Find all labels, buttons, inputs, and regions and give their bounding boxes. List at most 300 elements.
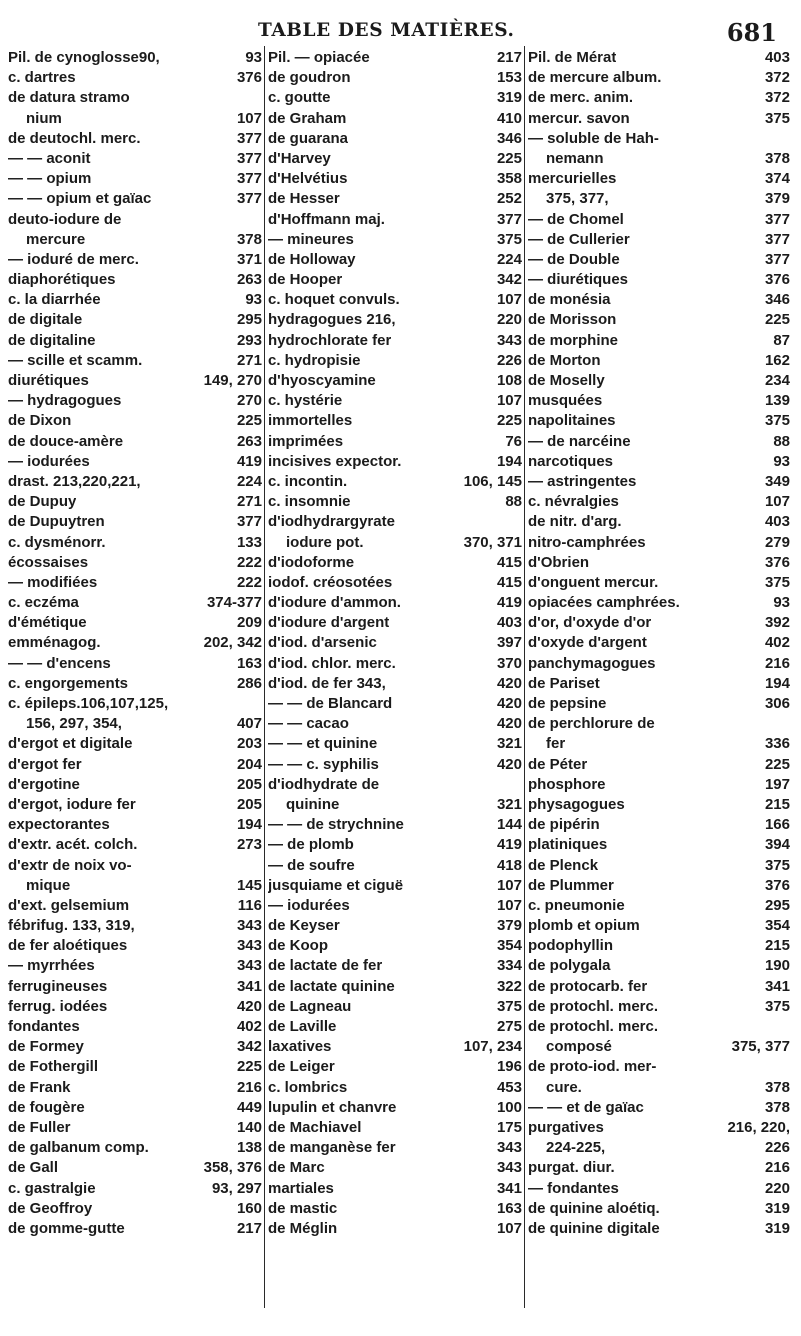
index-entry [8,189,262,209]
entry-page-ref: 376 [236,69,262,87]
index-entry [8,109,262,129]
entry-text: — — et quinine [268,735,378,753]
entry-page-ref: 306 [764,695,790,712]
entry-text: c. engorgements [8,674,129,692]
index-entry [8,553,262,573]
entry-page-ref: 162 [764,351,790,369]
entry-page-ref: 341 [764,977,790,995]
entry-page-ref: 358 [496,170,522,188]
index-entry [268,956,522,976]
entry-text: de protochl. merc. [528,1018,659,1035]
entry-text: nium [26,109,62,127]
entry-text: — iodurées [268,896,350,914]
index-entry [268,936,522,956]
index-entry [268,1219,522,1239]
entry-page-ref: 370 [496,654,522,672]
entry-page-ref: 378 [764,1078,790,1096]
index-entry [8,775,262,795]
entry-text: d'Harvey [268,149,331,167]
entry-text: podophyllin [528,937,613,955]
entry-text: — — et de gaïac [528,1098,644,1116]
entry-page-ref: 216, 220, [727,1118,790,1136]
entry-page-ref: 377 [236,170,262,188]
entry-text: d'iod. de fer 343, [268,674,386,692]
entry-page-ref: 375, 377 [731,1038,790,1056]
entry-page-ref: 376 [764,876,790,894]
entry-page-ref: 403 [764,49,790,66]
index-entry [528,876,790,896]
index-entry [528,129,790,149]
entry-text: fondantes [8,1018,80,1035]
index-entry [528,351,790,371]
index-entry [528,331,790,351]
entry-text: expectorantes [8,816,110,834]
entry-text: lupulin et chanvre [268,1098,397,1116]
entry-text: d'hyoscyamine [268,372,376,389]
entry-text: Pil. de Mérat [528,49,617,66]
index-entry [8,573,262,593]
index-entry [8,1017,262,1037]
index-entry [528,936,790,956]
entry-text: nemann [546,149,604,167]
entry-page-ref: 286 [236,674,262,692]
entry-page-ref: 215 [764,937,790,955]
entry-page-ref: 319 [764,1219,790,1237]
entry-text: de Laville [268,1018,337,1035]
entry-page-ref: 204 [236,755,262,773]
index-entry [8,331,262,351]
index-entry [268,109,522,129]
index-entry [8,916,262,936]
entry-text: d'ext. gelsemium [8,896,130,914]
index-entry [8,432,262,452]
entry-text: mercur. savon [528,109,630,127]
index-entry [528,149,790,169]
entry-text: de Dixon [8,412,72,430]
entry-page-ref: 376 [764,271,790,289]
entry-text: d'iod. d'arsenic [268,634,377,652]
index-entry [528,1098,790,1118]
index-entry [528,553,790,573]
index-entry [268,997,522,1017]
index-entry [8,876,262,896]
index-entry [8,1057,262,1077]
entry-page-ref: 107 [496,876,522,894]
index-entry [8,512,262,532]
index-entry [528,250,790,270]
entry-page-ref: 216 [764,654,790,672]
entry-text: d'émétique [8,614,87,632]
entry-text: drast. 213,220,221, [8,472,141,490]
entry-page-ref: 377 [236,149,262,167]
entry-text: de lactate quinine [268,977,395,995]
index-entry [528,593,790,613]
entry-page-ref: 203 [236,735,262,753]
entry-text: — — de strychnine [268,816,404,834]
entry-page-ref: 343 [236,937,262,955]
entry-text: de deutochl. merc. [8,129,141,147]
index-entry [8,88,262,108]
entry-page-ref: 163 [496,1199,522,1217]
index-entry [268,169,522,189]
entry-text: panchymagogues [528,654,656,672]
index-entry [528,88,790,108]
entry-page-ref: 275 [496,1018,522,1035]
entry-text: — — cacao [268,715,349,733]
entry-page-ref: 194 [236,816,262,834]
entry-text: narcotiques [528,452,614,470]
index-entry [528,654,790,674]
entry-page-ref: 415 [496,553,522,571]
entry-page-ref: 354 [764,917,790,935]
entry-text: de Moselly [528,372,605,389]
entry-text: d'iod. chlor. merc. [268,654,396,672]
entry-text: de Dupuytren [8,513,105,531]
index-entry [8,290,262,310]
entry-text: de monésia [528,291,611,309]
entry-page-ref: 349 [764,472,790,490]
entry-text: de galbanum comp. [8,1139,149,1157]
entry-page-ref: 145 [236,876,262,894]
index-entry [8,734,262,754]
entry-page-ref: 407 [236,715,262,733]
entry-page-ref: 263 [236,271,262,289]
index-entry [8,1098,262,1118]
index-entry [8,795,262,815]
entry-text: de Plenck [528,856,599,874]
index-entry [528,1179,790,1199]
index-entry [268,351,522,371]
entry-page-ref: 370, 371 [463,533,522,551]
index-entry [268,815,522,835]
index-entry [528,1158,790,1178]
index-entry [528,714,790,734]
entry-page-ref: 343 [236,917,262,935]
index-entry [268,896,522,916]
entry-text: de nitr. d'arg. [528,513,622,531]
index-entry [8,411,262,431]
entry-page-ref: 403 [764,513,790,531]
index-entry [268,835,522,855]
entry-page-ref: 375 [496,230,522,248]
entry-page-ref: 252 [496,190,522,208]
index-entry [268,1098,522,1118]
entry-page-ref: 420 [496,695,522,712]
entry-page-ref: 377 [236,190,262,208]
index-entry [268,553,522,573]
entry-text: c. lombrics [268,1078,348,1096]
entry-text: — — d'encens [8,654,111,672]
index-entry [268,149,522,169]
index-entry [8,68,262,88]
index-entry [268,533,522,553]
entry-page-ref: 293 [236,331,262,349]
entry-page-ref: 279 [764,533,790,551]
index-entry [528,230,790,250]
entry-text: — — opium et gaïac [8,190,152,208]
entry-page-ref: 107 [496,392,522,410]
index-entry [268,977,522,997]
entry-text: diaphorétiques [8,271,116,289]
entry-text: — — aconit [8,149,91,167]
index-entry [268,755,522,775]
entry-page-ref: 375 [764,573,790,591]
entry-text: 156, 297, 354, [26,715,122,733]
entry-page-ref: 106, 145 [463,472,522,490]
entry-page-ref: 144 [496,816,522,834]
index-entry [8,129,262,149]
entry-page-ref: 217 [236,1219,262,1237]
index-entry [268,1017,522,1037]
entry-text: de Hesser [268,190,340,208]
index-entry [8,391,262,411]
entry-page-ref: 107 [764,493,790,511]
index-entry [268,613,522,633]
index-entry [268,391,522,411]
page-header [0,20,801,46]
entry-text: de pipérin [528,816,600,834]
index-entry [8,492,262,512]
entry-text: — — de Blancard [268,695,393,712]
index-entry [268,1118,522,1138]
index-entry [268,775,522,795]
entry-page-ref: 234 [764,372,790,389]
entry-text: de mercure album. [528,69,662,87]
entry-text: fer [546,735,566,753]
index-entry [528,1037,790,1057]
index-entry [528,109,790,129]
entry-text: Pil. — opiacée [268,49,370,66]
entry-page-ref: 418 [496,856,522,874]
entry-text: fébrifug. 133, 319, [8,917,135,935]
entry-page-ref: 343 [496,1159,522,1177]
entry-text: de mastic [268,1199,338,1217]
entry-text: d'iodhydrargyrate [268,513,395,531]
index-entry [8,452,262,472]
entry-text: de merc. anim. [528,89,634,107]
entry-text: c. hydropisie [268,351,361,369]
entry-page-ref: 220 [764,1179,790,1197]
index-entry [8,169,262,189]
entry-text: — — c. syphilis [268,755,379,773]
index-entry [8,351,262,371]
index-entry [528,533,790,553]
entry-text: — iodurées [8,452,90,470]
entry-page-ref: 419 [496,836,522,854]
entry-page-ref: 107 [496,291,522,309]
index-entry [528,977,790,997]
entry-text: de lactate de fer [268,957,383,975]
index-entry [8,1199,262,1219]
entry-text: d'extr de noix vo- [8,856,132,874]
entry-text: de fer aloétiques [8,937,128,955]
entry-page-ref: 225 [496,412,522,430]
entry-page-ref: 343 [496,1139,522,1157]
entry-text: jusquiame et ciguë [268,876,404,894]
entry-text: nitro-camphrées [528,533,646,551]
entry-text: cure. [546,1078,582,1096]
entry-text: de Hooper [268,271,343,289]
entry-page-ref: 160 [236,1199,262,1217]
index-entry [528,492,790,512]
entry-text: — myrrhées [8,957,95,975]
index-entry [528,48,790,68]
entry-page-ref: 403 [496,614,522,632]
index-entry [268,1078,522,1098]
index-entry [528,189,790,209]
entry-text: c. pneumonie [528,896,625,914]
entry-text: c. gastralgie [8,1179,96,1197]
entry-text: — ioduré de merc. [8,250,139,268]
entry-text: laxatives [268,1038,332,1056]
entry-page-ref: 149, 270 [203,372,262,389]
entry-page-ref: 341 [236,977,262,995]
index-entry [528,432,790,452]
index-entry [268,856,522,876]
entry-page-ref: 402 [236,1018,262,1035]
entry-text: de perchlorure de [528,715,655,733]
entry-text: de Holloway [268,250,356,268]
entry-page-ref: 420 [496,715,522,733]
entry-page-ref: 377 [236,513,262,531]
entry-page-ref: 394 [764,836,790,854]
entry-page-ref: 197 [764,775,790,793]
index-entry [528,270,790,290]
index-entry [528,613,790,633]
entry-page-ref: 342 [236,1038,262,1056]
entry-page-ref: 336 [764,735,790,753]
entry-text: purgatives [528,1118,604,1136]
entry-text: de Dupuy [8,493,77,511]
entry-text: d'iodoforme [268,553,355,571]
entry-page-ref: 139 [764,392,790,410]
entry-text: d'ergot fer [8,755,82,773]
page-number: 681 [726,18,777,47]
index-entry [268,633,522,653]
index-entry [268,694,522,714]
index-entry [268,48,522,68]
index-entry [268,1158,522,1178]
entry-page-ref: 379 [496,917,522,935]
entry-text: de Formey [8,1038,84,1056]
index-entry [268,88,522,108]
entry-page-ref: 226 [764,1139,790,1157]
index-entry [528,1219,790,1239]
entry-page-ref: 420 [236,997,262,1015]
entry-page-ref: 140 [236,1118,262,1136]
entry-page-ref: 358, 376 [203,1159,262,1177]
entry-page-ref: 377 [764,210,790,228]
entry-page-ref: 216 [764,1159,790,1177]
index-entry [268,795,522,815]
entry-page-ref: 107 [236,109,262,127]
entry-text: 375, 377, [546,190,609,208]
entry-page-ref: 93 [773,594,790,612]
index-entry [528,210,790,230]
entry-text: de Koop [268,937,328,955]
entry-text: c. goutte [268,89,331,107]
entry-page-ref: 375 [764,997,790,1015]
entry-page-ref: 107 [496,896,522,914]
entry-text: de Fothergill [8,1058,98,1076]
entry-text: de guarana [268,129,349,147]
entry-text: mercurielles [528,170,617,188]
entry-page-ref: 377 [236,129,262,147]
index-entry [268,593,522,613]
entry-page-ref: 93 [245,291,262,309]
entry-text: d'Obrien [528,553,590,571]
entry-text: de Marc [268,1159,325,1177]
index-entry [528,694,790,714]
entry-text: purgat. diur. [528,1159,615,1177]
entry-text: c. hoquet convuls. [268,291,400,309]
index-column-2 [268,48,522,1239]
index-entry [8,896,262,916]
entry-page-ref: 321 [496,795,522,813]
index-entry [528,411,790,431]
entry-text: iodure pot. [286,533,364,551]
index-entry [268,573,522,593]
entry-text: hydragogues 216, [268,311,396,329]
index-entry [8,593,262,613]
index-entry [8,1138,262,1158]
entry-page-ref: 202, 342 [203,634,262,652]
index-entry [268,1199,522,1219]
entry-page-ref: 271 [236,493,262,511]
index-entry [268,1138,522,1158]
entry-text: de manganèse fer [268,1139,396,1157]
index-entry [268,876,522,896]
entry-text: — soluble de Hah- [528,129,659,147]
entry-text: de douce-amère [8,432,124,450]
index-entry [528,734,790,754]
entry-text: — de soufre [268,856,355,874]
entry-page-ref: 222 [236,553,262,571]
entry-text: iodof. créosotées [268,573,393,591]
entry-text: composé [546,1038,612,1056]
entry-text: immortelles [268,412,353,430]
entry-page-ref: 420 [496,674,522,692]
index-entry [528,371,790,391]
entry-text: d'ergot et digitale [8,735,133,753]
entry-page-ref: 343 [236,957,262,975]
entry-text: de Geoffroy [8,1199,93,1217]
entry-text: — modifiées [8,573,98,591]
entry-page-ref: 76 [505,432,522,450]
entry-text: de Graham [268,109,347,127]
entry-page-ref: 166 [764,816,790,834]
column-divider [524,46,525,1308]
index-entry [268,129,522,149]
entry-text: c. hystérie [268,392,343,410]
entry-text: d'iodure d'argent [268,614,390,632]
entry-page-ref: 225 [764,755,790,773]
entry-page-ref: 378 [764,149,790,167]
index-entry [528,512,790,532]
index-entry [8,371,262,391]
entry-text: d'extr. acét. colch. [8,836,138,854]
entry-page-ref: 378 [236,230,262,248]
entry-text: de digitale [8,311,83,329]
entry-page-ref: 93 [245,49,262,66]
entry-text: d'Helvétius [268,170,348,188]
entry-text: d'iodure d'ammon. [268,594,401,612]
entry-page-ref: 379 [764,190,790,208]
entry-page-ref: 378 [764,1098,790,1116]
index-entry [8,694,262,714]
entry-text: — astringentes [528,472,637,490]
entry-page-ref: 263 [236,432,262,450]
